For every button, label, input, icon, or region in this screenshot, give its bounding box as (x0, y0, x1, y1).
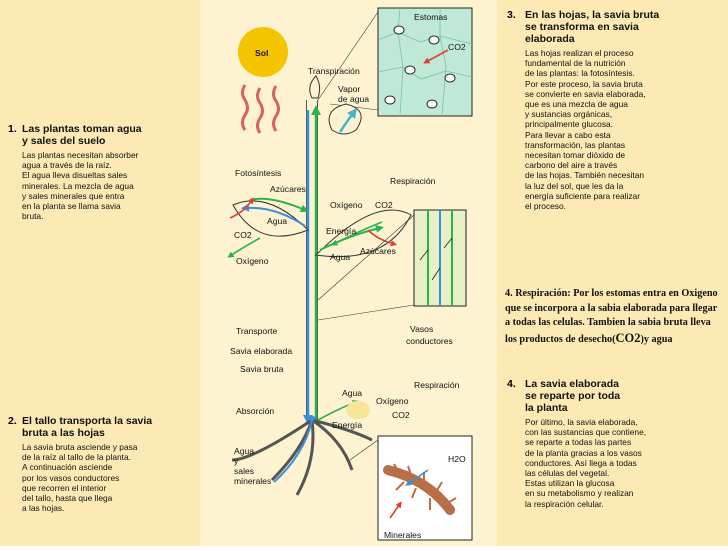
section-1 (8, 123, 200, 222)
sun-rays (243, 85, 279, 133)
energy-bottom-label: Energía (332, 420, 363, 430)
minerals-label: Minerales (384, 530, 422, 540)
absorption-label: Absorción (236, 406, 275, 416)
section-4 (507, 378, 725, 509)
respiration-note-co2: CO2 (615, 330, 641, 345)
energy-top-label: Energía (326, 226, 357, 236)
water-salts-label-2: y (234, 456, 239, 466)
stomata-label: Estomas (414, 12, 448, 22)
diagram-panel (200, 0, 497, 546)
co2-bottom-label: CO2 (392, 410, 410, 420)
section-2-number: 2. (8, 415, 17, 427)
water-right-label: Agua (330, 252, 351, 262)
transport-label: Transporte (236, 326, 278, 336)
savia-bruta-label: Savia bruta (240, 364, 284, 374)
co2-left-label: CO2 (234, 230, 252, 240)
root-hair-zoom (350, 436, 472, 540)
respiration-note-tail: )y agua (640, 333, 673, 345)
savia-elaborada-label: Savia elaborada (230, 346, 293, 356)
plant-diagram (200, 0, 497, 546)
respiration-top-label: Respiración (390, 176, 436, 186)
sugars-right-label: Azúcares (360, 246, 396, 256)
respiration-note (505, 287, 720, 347)
section-2-heading: El tallo transporta la savia bruta a las hojas (22, 415, 153, 439)
photosynthesis-leaf (230, 199, 308, 256)
stomata-co2-label: CO2 (448, 42, 466, 52)
respiration-bottom-label: Respiración (414, 380, 460, 390)
photosynthesis-label: Fotosíntesis (235, 168, 282, 178)
water-salts-label-1: Agua (234, 446, 255, 456)
section-1-body: Las plantas necesitan absorber agua a través de la raíz. El agua lleva disueltas sales minerales. La mezcla de agua y sales minerales que entra en la planta se llama savia bruta. (22, 150, 139, 222)
section-4-number: 4. (507, 378, 516, 390)
vessels-label-1: Vasos (410, 324, 434, 334)
section-3-number: 3. (507, 9, 516, 21)
section-3-heading: En las hojas, la savia bruta se transforma en savia elaborada (525, 9, 660, 45)
section-3 (507, 9, 725, 212)
left-text-panel (0, 0, 200, 546)
sun-label: Sol (255, 48, 269, 58)
vessels-label-2: conductores (406, 336, 453, 346)
co2-right-label: CO2 (375, 200, 393, 210)
section-3-body: Las hojas realizan el proceso fundamental de la nutrición de las plantas: la fotosíntesis. Por este proceso, la savia bruta se convierte en savia elaborada, que es una mezcla de agua y sustancias orgánicas, principalmente glucosa. Para llevar a cabo esta transformación, las plantas necesitan tomar dióxido de carbono del aire a través de las hojas. También necesitan la luz del sol, que les da la energía suficiente para realizar el proceso. (525, 48, 646, 212)
sugars-label: Azúcares (270, 184, 306, 194)
stem (308, 100, 316, 420)
section-4-body: Por último, la savia elaborada, con las sustancias que contiene, se reparte a todas las partes de la planta gracias a los vasos conductores. Así llega a todas las células del vegetal. Estas utilizan la glucosa en su metabolismo y realizan la respiración celular. (525, 417, 647, 509)
section-4-heading: La savia elaborada se reparte por toda la planta (525, 378, 621, 414)
section-1-number: 1. (8, 123, 17, 135)
water-salts-label-4: minerales (234, 476, 272, 486)
water-salts-label-3: sales (234, 466, 255, 476)
oxygen-bottom-label: Oxígeno (376, 396, 409, 406)
h2o-label: H2O (448, 454, 466, 464)
sun (238, 27, 288, 77)
section-2 (8, 415, 200, 514)
oxygen-right-label: Oxígeno (330, 200, 363, 210)
water-left-label: Agua (267, 216, 288, 226)
section-1-heading: Las plantas toman agua y sales del suelo (22, 123, 142, 147)
section-2-body: La savia bruta asciende y pasa de la raíz al tallo de la planta. A continuación asciende por los vasos conductores que recorren el interior del tallo, hasta que llega a las hojas. (22, 442, 138, 514)
water-bottom-label: Agua (342, 388, 363, 398)
vapor-label: Vapor de agua (338, 84, 370, 104)
respiration-note-text: 4. Respiración: Por los estomas entra en Oxigeno que se incorpora a la sabia elaborada para llegar a todas las celulas. Tambien la sabia bruta lleva los productos de desecho( (505, 288, 718, 345)
oxygen-left-label: Oxígeno (236, 256, 269, 266)
transpiration-label: Transpiración (308, 66, 360, 76)
